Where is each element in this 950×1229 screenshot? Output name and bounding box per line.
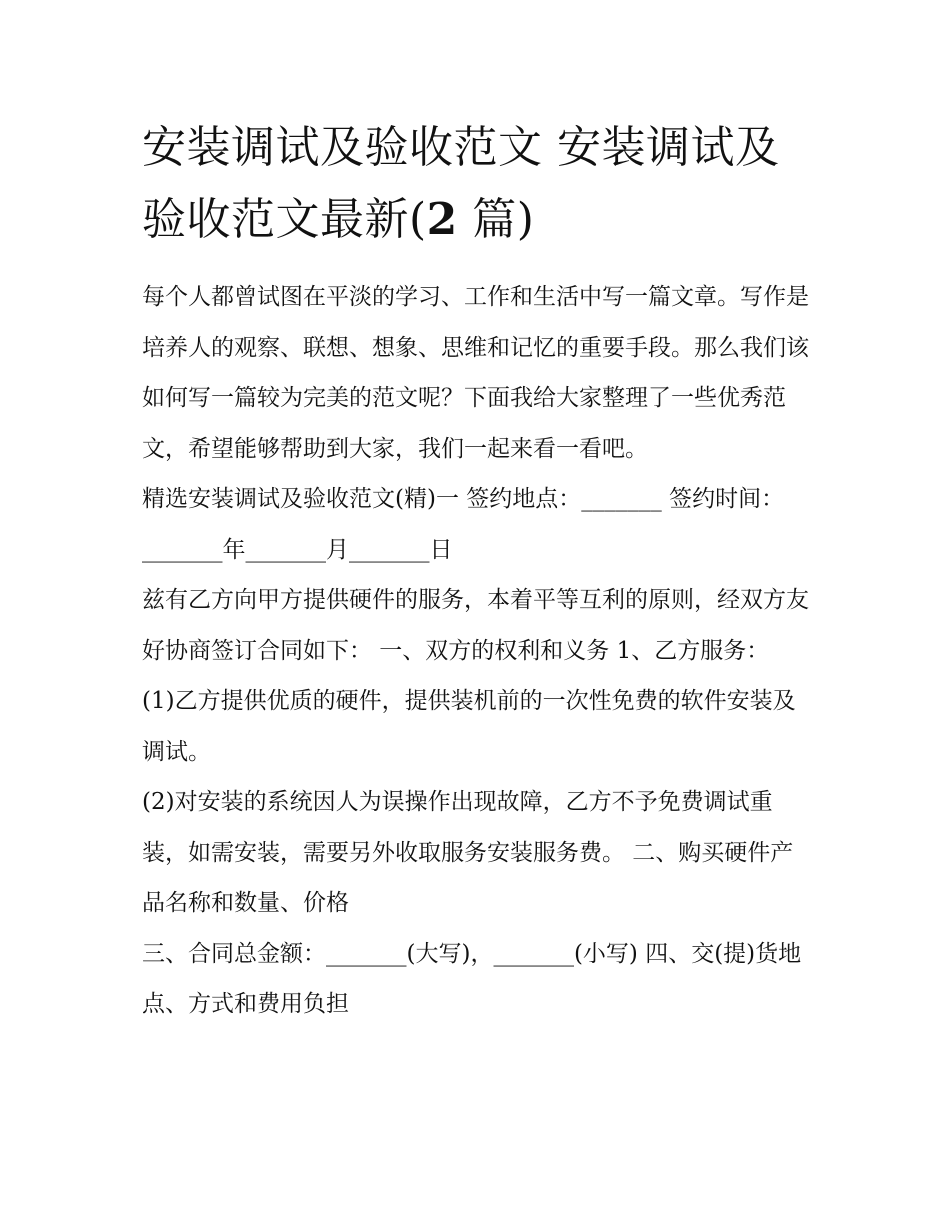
total-amount-paragraph: 三、合同总金额：_______(大写)，_______(小写) 四、交(提)货地点、方式和费用负担 bbox=[142, 940, 802, 1017]
title-count: 2 bbox=[426, 194, 458, 245]
contract-intro-paragraph: 兹有乙方向甲方提供硬件的服务，本着平等互利的原则，经双方友好协商签订合同如下： 一、双方的权利和义务 1、乙方服务： bbox=[142, 587, 809, 664]
clause-2-paragraph: (2)对安装的系统因人为误操作出现故障，乙方不予免费调试重装，如需安装，需要另外收取服务安装服务费。 二、购买硬件产品名称和数量、价格 bbox=[142, 789, 794, 916]
title-text-part1: 安装调试及验收范文 安装调试及验收范文最新( bbox=[142, 122, 780, 245]
document-title bbox=[142, 112, 814, 256]
title-text-part2: 篇) bbox=[457, 194, 535, 245]
document-content bbox=[142, 112, 814, 1030]
clause-1-paragraph: (1)乙方提供优质的硬件，提供装机前的一次性免费的软件安装及调试。 bbox=[142, 688, 796, 765]
document-body bbox=[142, 272, 814, 1030]
intro-paragraph: 每个人都曾试图在平淡的学习、工作和生活中写一篇文章。写作是培养人的观察、联想、想象、思维和记忆的重要手段。那么我们该如何写一篇较为完美的范文呢？下面我给大家整理了一些优秀范文，希望能够帮助到大家，我们一起来看一看吧。 bbox=[142, 284, 809, 462]
signing-info-paragraph: 精选安装调试及验收范文(精)一 签约地点：_______ 签约时间：_______年_______月_______日 bbox=[142, 486, 785, 563]
